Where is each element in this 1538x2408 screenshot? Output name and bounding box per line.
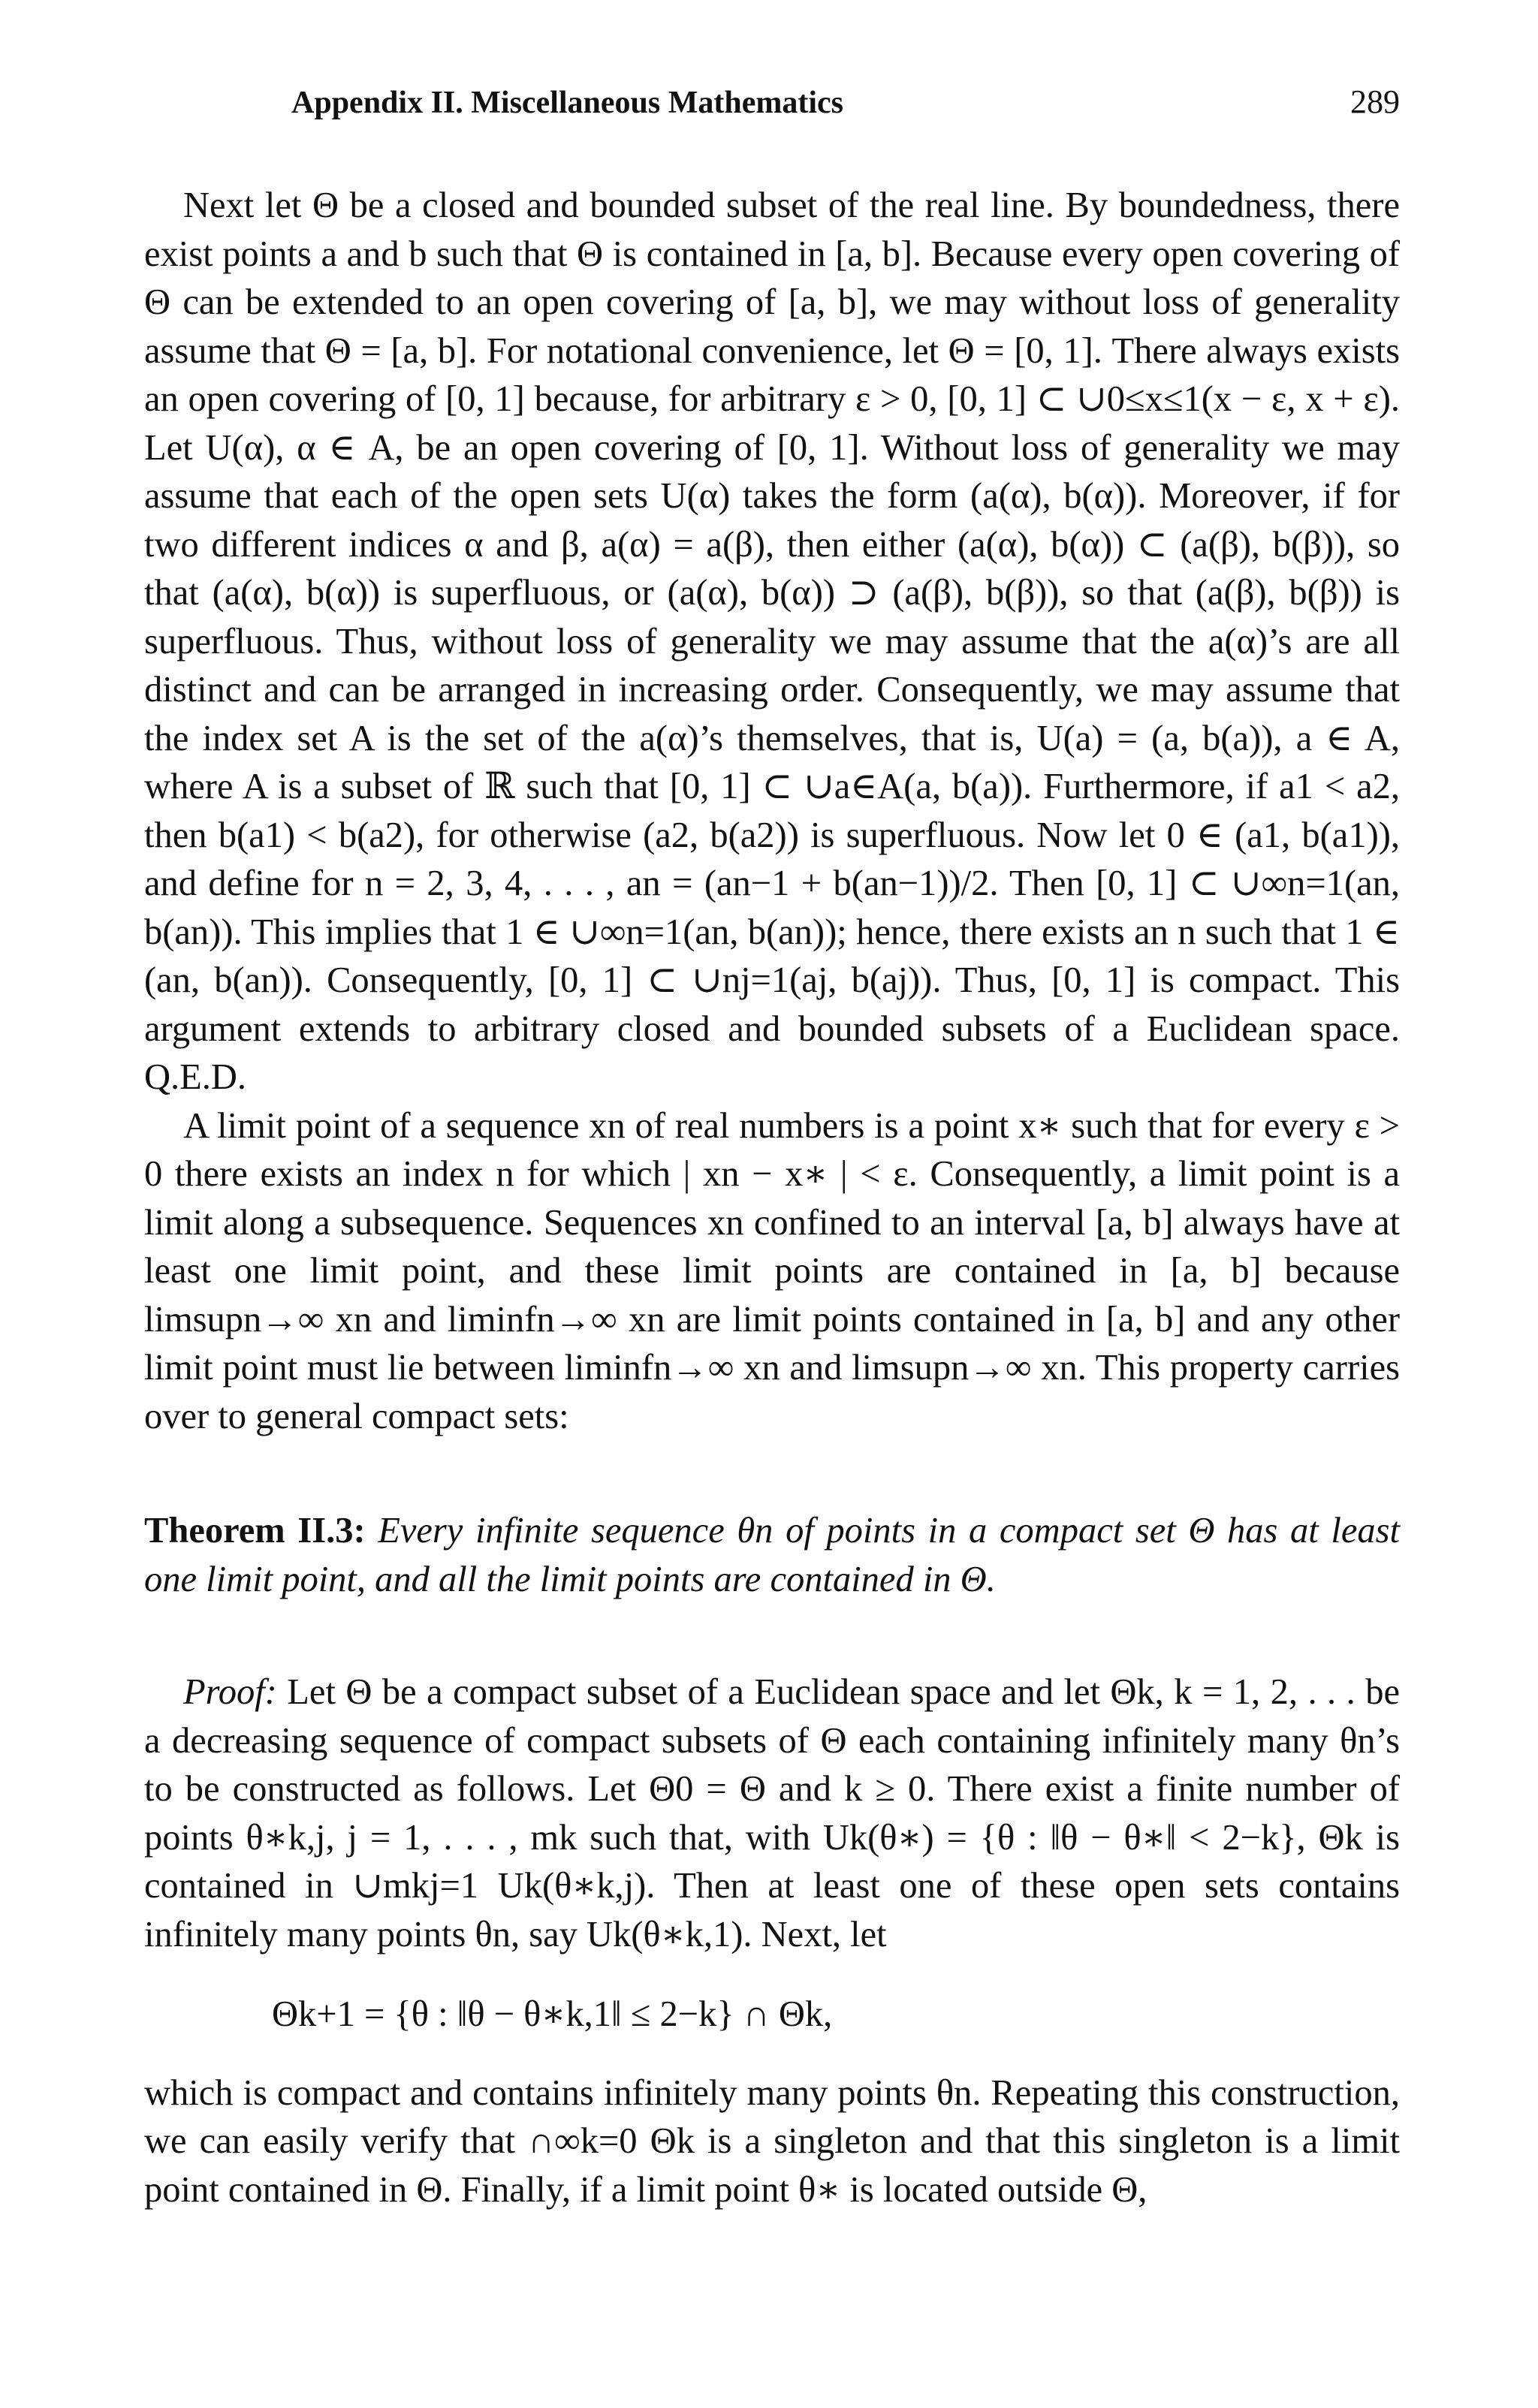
paragraph-compactness-proof: Next let Θ be a closed and bounded subset of the real line. By boundedness, there exist points a and b such that Θ is contained in [a, b]. Because every open covering of Θ can be extended to an open covering of [a, b], we may without loss of generality assume that Θ = [a, b]. For notational convenience, let Θ = [0, 1]. There always exists an open covering of [0, 1] because, for arbitrary ε > 0, [0, 1] ⊂ ∪0≤x≤1(x − ε, x + ε). Let U(α), α ∈ A, be an open covering of [0, 1]. Without loss of generality we may assume that each of the open sets U(α) takes the form (a(α), b(α)). Moreover, if for two different indices α and β, a(α) = a(β), then either (a(α), b(α)) ⊂ (a(β), b(β)), so that (a(α), b(α)) is superfluous, or (a(α), b(α)) ⊃ (a(β), b(β)), so that (a(β), b(β)) is superfluous. Thus, without loss of generality we may assume that the a(α)’s are all distinct and can be arranged in increasing order. Consequently, we may assume that the index set A is the set of the a(α)’s themselves, that is, U(a) = (a, b(a)), a ∈ A, where A is a subset of ℝ such that [0, 1] ⊂ ∪a∈A(a, b(a)). Furthermore, if a1 < a2, then b(a1) < b(a2), for otherwise (a2, b(a2)) is superfluous. Now let 0 ∈ (a1, b(a1)), and define for n = 2, 3, 4, . . . , an = (an−1 + b(an−1))/2. Then [0, 1] ⊂ ∪∞n=1(an, b(an)). This implies that 1 ∈ ∪∞n=1(an, b(an)); hence, there exists an n such that 1 ∈ (an, b(an)). Consequently, [0, 1] ⊂ ∪nj=1(aj, b(aj)). Thus, [0, 1] is compact. This argument extends to arbitrary closed and bounded subsets of a Euclidean space. Q.E.D. — [144, 185, 1400, 1097]
body-text — [144, 182, 1400, 2214]
paragraph-after-equation: which is compact and contains infinitely many points θn. Repeating this construction, we can easily verify that ∩∞k=0 Θk is a singleton and that this singleton is a limit point contained in Θ. Finally, if a limit point θ∗ is located outside Θ, — [144, 2072, 1400, 2210]
book-page — [144, 83, 1400, 2214]
proof-label: Proof: — [183, 1672, 277, 1712]
running-header — [144, 83, 1400, 128]
proof-paragraph — [144, 1668, 1400, 1959]
proof-text: Let Θ be a compact subset of a Euclidean space and let Θk, k = 1, 2, . . . be a decreasing sequence of compact subsets of Θ each containing infinitely many θn’s to be constructed as follows. Let Θ0 = Θ and k ≥ 0. There exist a finite number of points θ∗k,j, j = 1, . . . , mk such that, with Uk(θ∗) = {θ : ‖θ − θ∗‖ < 2−k}, Θk is contained in ∪mkj=1 Uk(θ∗k,j). Then at least one of these open sets contains infinitely many points θn, say Uk(θ∗k,1). Next, let — [144, 1672, 1400, 1954]
page-number: 289 — [1350, 83, 1400, 120]
running-title: Appendix II. Miscellaneous Mathematics — [291, 86, 843, 120]
theorem-statement: Every infinite sequence θn of points in a compact set Θ has at least one limit point, and all the limit points are contained in Θ. — [144, 1511, 1400, 1599]
theorem-ii-3 — [144, 1507, 1400, 1604]
paragraph-limit-point: A limit point of a sequence xn of real numbers is a point x∗ such that for every ε > 0 there exists an index n for which | xn − x∗ | < ε. Consequently, a limit point is a limit along a subsequence. Sequences xn confined to an interval [a, b] always have at least one limit point, and these limit points are contained in [a, b] because limsupn→∞ xn and liminfn→∞ xn are limit points contained in [a, b] and any other limit point must lie between liminfn→∞ xn and limsupn→∞ xn. This property carries over to general compact sets: — [144, 1105, 1400, 1436]
display-equation: Θk+1 = {θ : ‖θ − θ∗k,1‖ ≤ 2−k} ∩ Θk, — [272, 1994, 833, 2034]
theorem-label: Theorem II.3: — [144, 1511, 366, 1551]
